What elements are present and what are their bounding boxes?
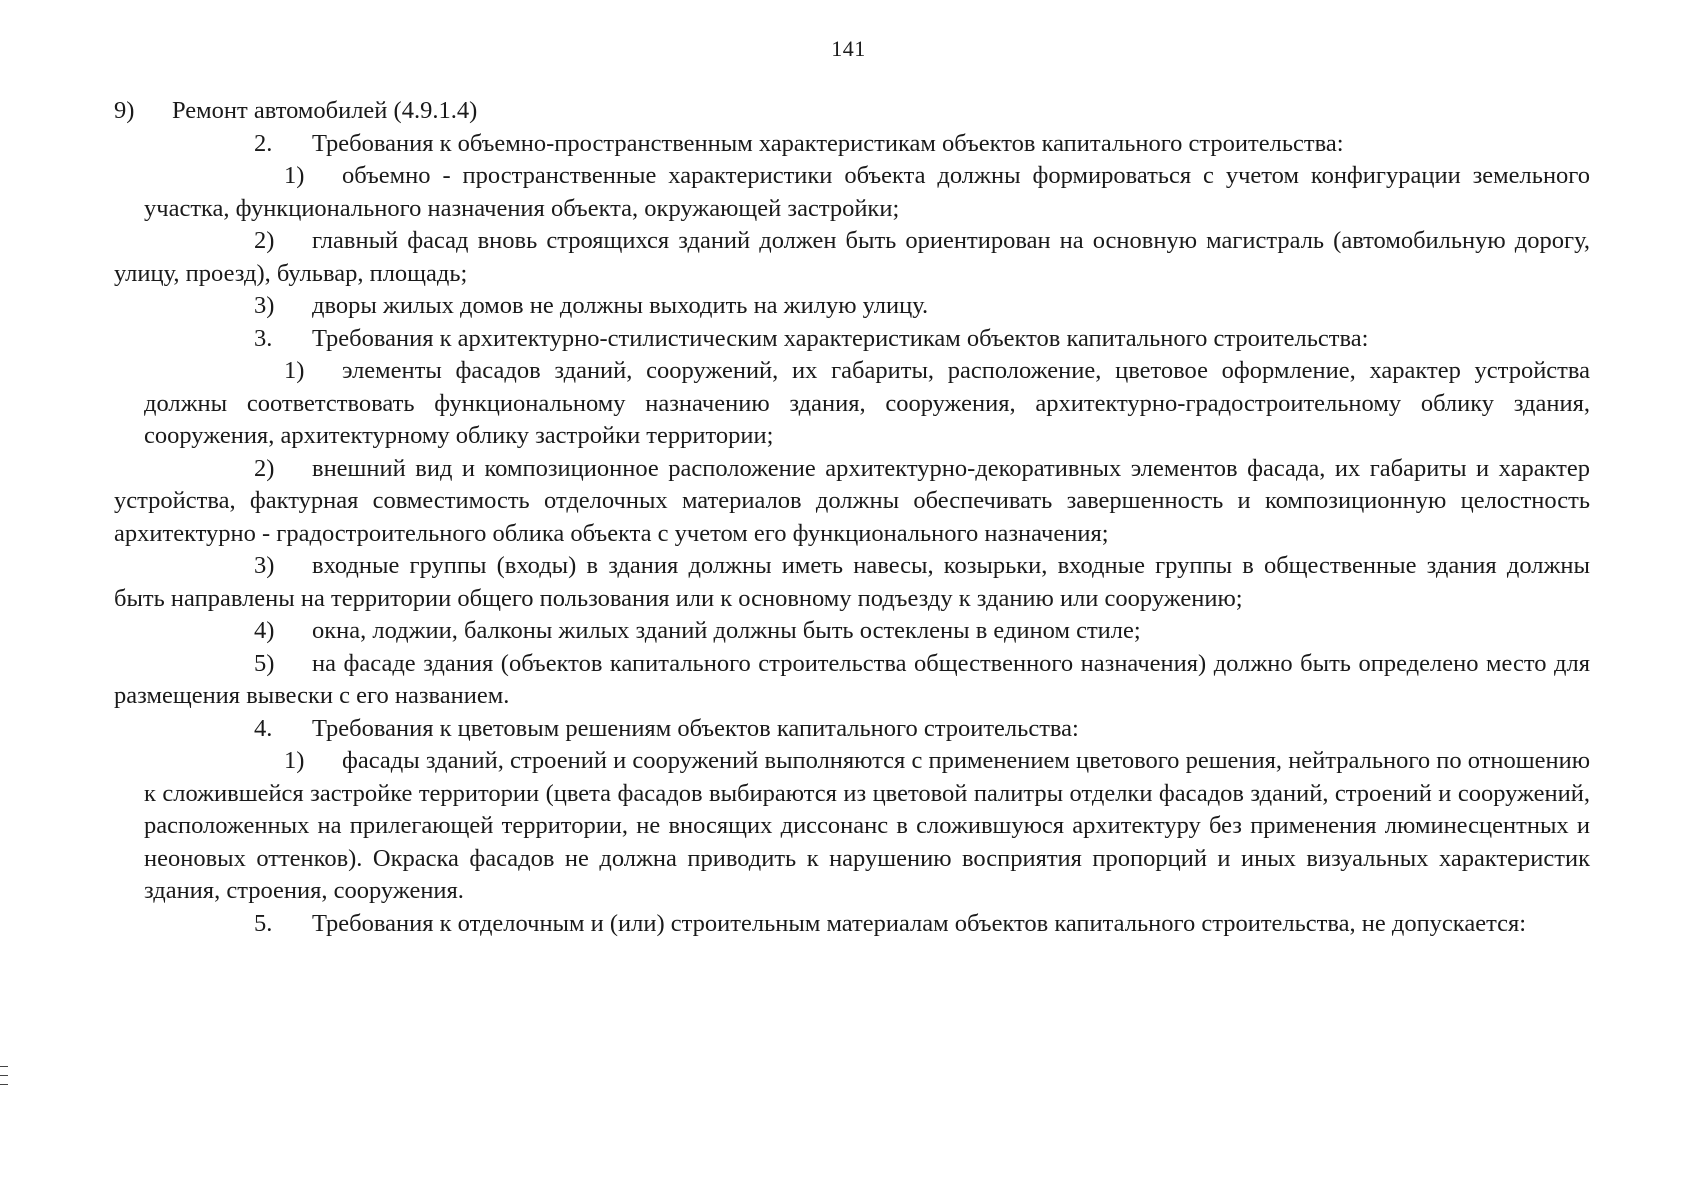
paragraph-number: 3) [254, 552, 275, 579]
paragraph-text: внешний вид и композиционное расположение архитектурно-декоративных элементов фасада, их габариты и характер устройства, фактурная совместимость отделочных материалов должны обеспечивать завершенность и композиционную целостность архитектурно - градостроительного облика объекта с учетом его функционального назначения; [114, 454, 1590, 547]
margin-tick [0, 1084, 8, 1085]
paragraph [114, 745, 1590, 908]
paragraph [114, 128, 1590, 161]
section-heading-number: 9) [114, 97, 135, 124]
paragraph-number: 2) [254, 227, 275, 254]
paragraph-number: 2. [254, 129, 273, 157]
paragraph [114, 615, 1590, 648]
paragraph [114, 160, 1590, 225]
paragraph-text: объемно - пространственные характеристики объекта должны формироваться с учетом конфигурации земельного участка, функционального назначения объекта, окружающей застройки; [144, 162, 1590, 222]
paragraph-number: 5. [254, 909, 273, 937]
paragraph [114, 453, 1590, 551]
paragraph-text: Требования к объемно-пространственным характеристикам объектов капитального строительства: [312, 129, 1344, 157]
page-number: 141 [831, 36, 866, 61]
paragraph-number: 5) [254, 649, 275, 677]
paragraph [114, 290, 1590, 323]
paragraph-text: фасады зданий, строений и сооружений выполняются с применением цветового решения, нейтрального по отношению к сложившейся застройке территории (цвета фасадов выбираются из цветовой палитры отделки фасадов зданий, строений и сооружений, расположенных на прилегающей территории, не вносящих диссонанс в сложившуюся архитектуру без применения люминесцентных и неоновых оттенков). Окраска фасадов не должна приводить к нарушению восприятия пропорций и иных визуальных характеристик здания, строения, сооружения. [144, 747, 1590, 904]
paragraph-text: дворы жилых домов не должны выходить на жилую улицу. [312, 292, 929, 319]
scan-margin-marks [0, 1066, 8, 1094]
paragraph-number: 4) [254, 617, 275, 644]
paragraph-number: 1) [284, 357, 305, 384]
section-heading-text: Ремонт автомобилей (4.9.1.4) [172, 97, 478, 124]
paragraph [114, 225, 1590, 290]
paragraph-text: Требования к цветовым решениям объектов капитального строительства: [312, 714, 1079, 742]
document-body [114, 95, 1590, 940]
paragraph [114, 355, 1590, 453]
paragraph-text: Требования к архитектурно-стилистическим характеристикам объектов капитального строительства: [312, 324, 1369, 352]
paragraph-number: 1) [284, 162, 305, 189]
paragraph-text: элементы фасадов зданий, сооружений, их габариты, расположение, цветовое оформление, характер устройства должны соответствовать функциональному назначению здания, сооружения, архитектурно-градостроительному облику здания, сооружения, архитектурному облику застройки территории; [144, 357, 1590, 449]
paragraph-text: окна, лоджии, балконы жилых зданий должны быть остеклены в едином стиле; [312, 617, 1141, 644]
paragraph-number: 3) [254, 292, 275, 319]
paragraph-number: 3. [254, 324, 273, 352]
paragraph [114, 550, 1590, 615]
paragraph [114, 323, 1590, 356]
section-heading [114, 95, 1590, 128]
paragraph-text: главный фасад вновь строящихся зданий должен быть ориентирован на основную магистраль (автомобильную дорогу, улицу, проезд), бульвар, площадь; [114, 227, 1590, 287]
paragraph-text: Требования к отделочным и (или) строительным материалам объектов капитального строительства, не допускается: [312, 909, 1527, 937]
margin-tick [0, 1075, 8, 1076]
paragraph-text: на фасаде здания (объектов капитального строительства общественного назначения) должно быть определено место для размещения вывески с его названием. [114, 649, 1590, 709]
paragraph [114, 908, 1590, 941]
paragraph [114, 713, 1590, 746]
paragraph [114, 648, 1590, 713]
margin-tick [0, 1066, 8, 1067]
paragraph-text: входные группы (входы) в здания должны иметь навесы, козырьки, входные группы в общественные здания должны быть направлены на территории общего пользования или к основному подъезду к зданию или сооружению; [114, 552, 1590, 612]
paragraph-number: 4. [254, 714, 273, 742]
paragraph-number: 1) [284, 747, 305, 774]
paragraph-number: 2) [254, 454, 275, 482]
